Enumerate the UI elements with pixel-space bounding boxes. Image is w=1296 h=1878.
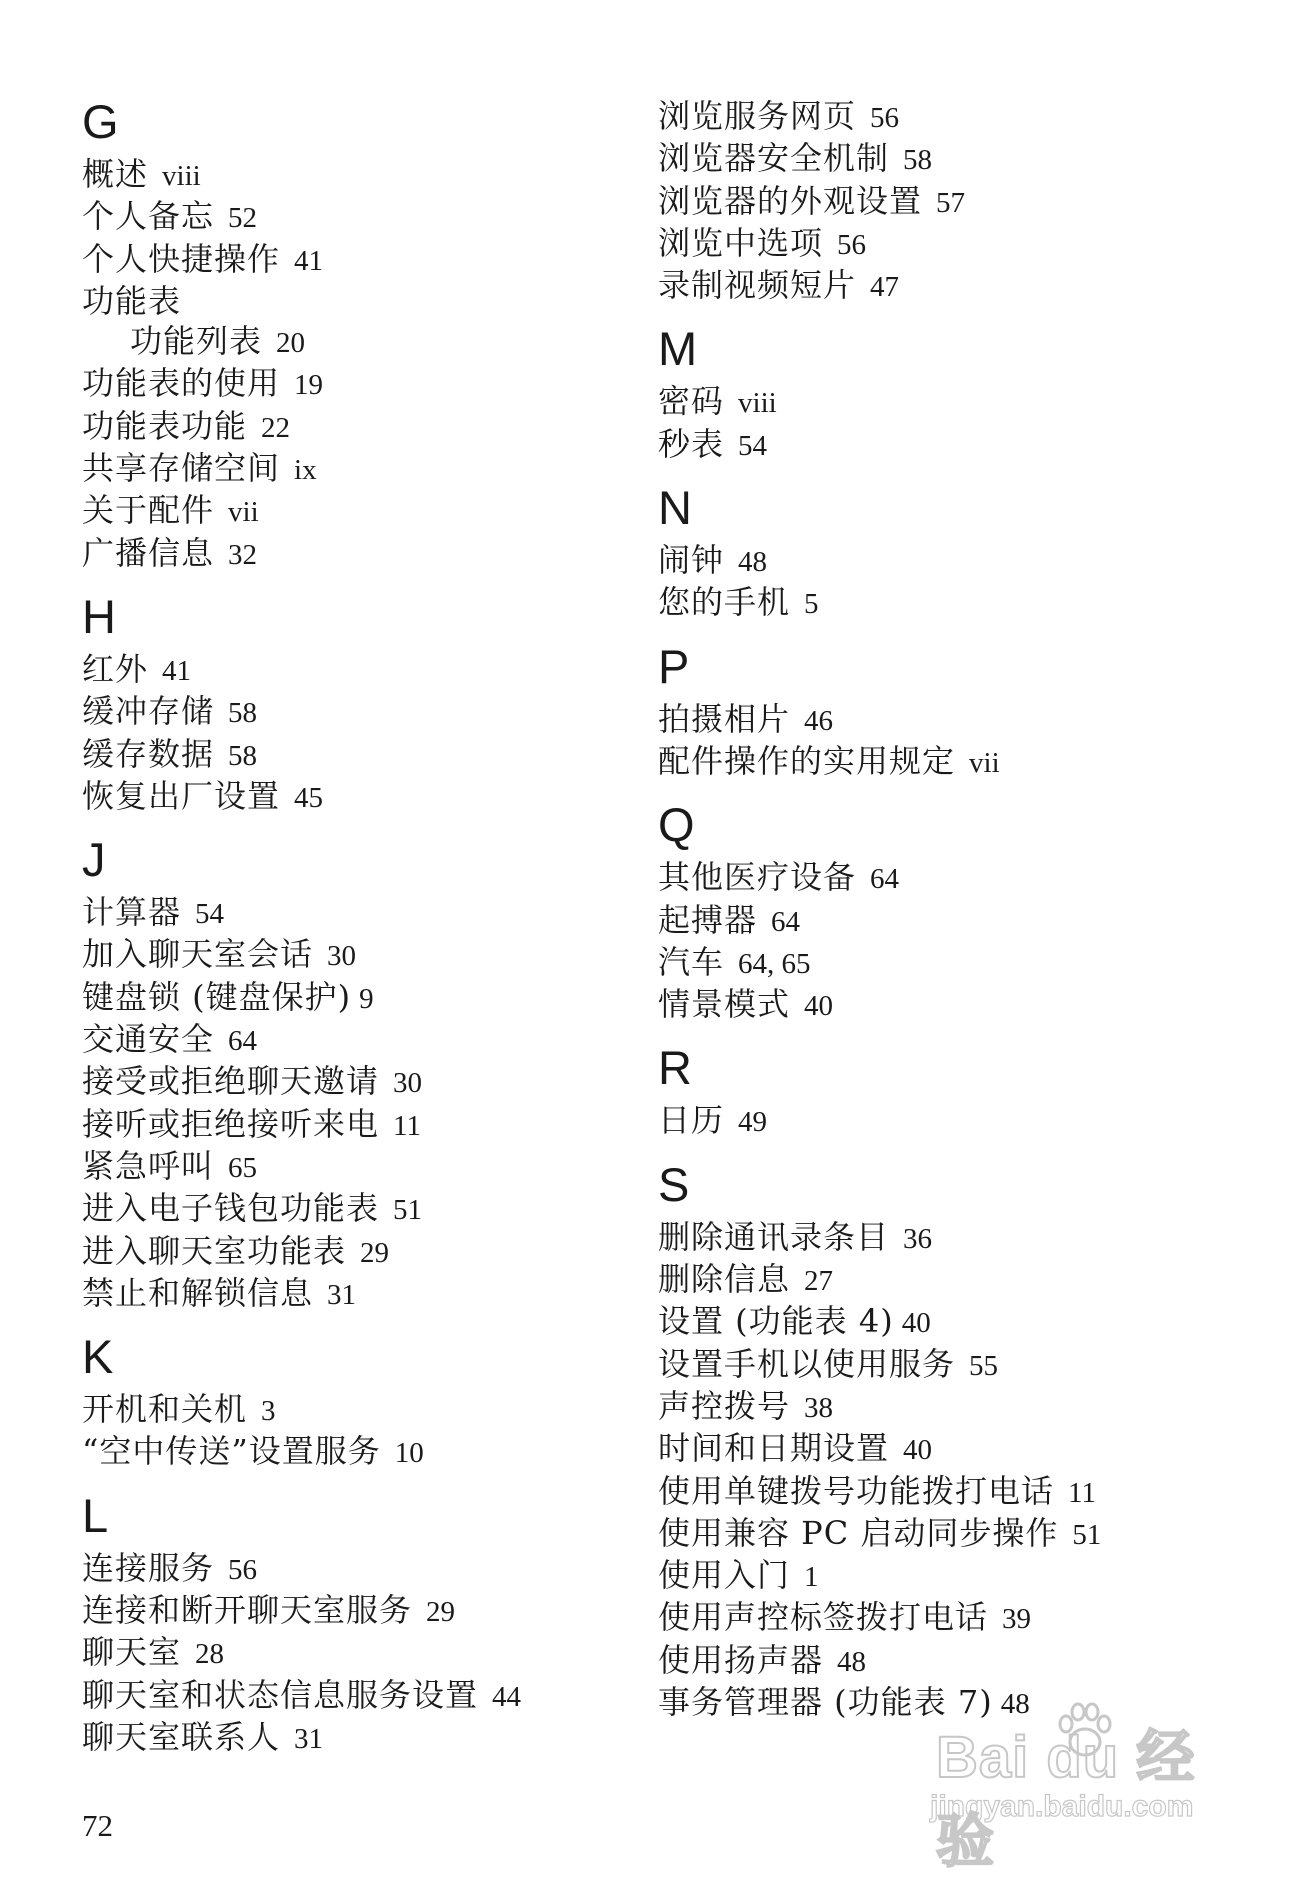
- entry-page-ref: 45: [294, 781, 324, 814]
- entry-term: 密码: [658, 382, 725, 421]
- entry-page-ref: 31: [294, 1722, 324, 1755]
- entry-term: 事务管理器 (功能表 7): [658, 1683, 993, 1722]
- index-entry: [82, 977, 642, 1019]
- entry-term: 广播信息: [82, 533, 215, 572]
- entry-term: 删除通讯录条目: [658, 1217, 890, 1256]
- index-entry: [658, 1100, 1258, 1142]
- section-letter: N: [658, 481, 692, 535]
- index-entry: [82, 691, 642, 733]
- entry-page-ref: 20: [276, 327, 306, 360]
- entry-page-ref: 41: [162, 654, 192, 687]
- index-entry: [82, 1389, 642, 1431]
- entry-page-ref: 30: [393, 1067, 423, 1100]
- entry-term: 进入电子钱包功能表: [82, 1189, 380, 1228]
- entry-term: 浏览中选项: [658, 223, 824, 262]
- index-entry: [82, 1632, 642, 1674]
- entry-term: 聊天室联系人: [82, 1717, 281, 1756]
- entry-page-ref: viii: [738, 387, 777, 420]
- entry-page-ref: 40: [903, 1434, 933, 1467]
- index-entry: [658, 540, 1258, 582]
- index-entry: [82, 1590, 642, 1632]
- entry-page-ref: 47: [870, 271, 900, 304]
- entry-page-ref: 11: [393, 1109, 421, 1142]
- index-section: [658, 96, 1258, 307]
- entry-page-ref: 55: [969, 1349, 999, 1382]
- index-column-right: [658, 96, 1258, 1740]
- index-entry: [82, 1273, 642, 1315]
- entry-page-ref: vii: [969, 746, 1000, 779]
- entry-term: 功能表功能: [82, 406, 248, 445]
- index-section: [658, 641, 1258, 784]
- index-entry: [658, 1428, 1258, 1470]
- entry-page-ref: 51: [393, 1194, 423, 1227]
- entry-term: 使用单键拨号功能拨打电话: [658, 1471, 1055, 1510]
- index-entry: [658, 223, 1258, 265]
- index-entry: [82, 1717, 642, 1759]
- entry-term: 缓存数据: [82, 734, 215, 773]
- entry-term: 缓冲存储: [82, 692, 215, 731]
- entry-term: 浏览器安全机制: [658, 139, 890, 178]
- entry-term: 浏览服务网页: [658, 97, 857, 135]
- entry-term: 聊天室: [82, 1633, 182, 1672]
- index-section: [658, 1159, 1258, 1725]
- entry-page-ref: 65: [228, 1151, 258, 1184]
- entry-page-ref: vii: [228, 496, 259, 529]
- section-letter: R: [658, 1041, 692, 1095]
- entry-term: 紧急呼叫: [82, 1146, 215, 1185]
- index-entry: [658, 265, 1258, 307]
- entry-page-ref: 44: [492, 1680, 522, 1713]
- entry-page-ref: 56: [837, 228, 867, 261]
- entry-term: 汽车: [658, 942, 725, 981]
- entry-term: 概述: [82, 155, 149, 193]
- entry-page-ref: 51: [1072, 1518, 1102, 1551]
- index-entry: [658, 900, 1258, 942]
- entry-term: “空中传送”设置服务: [82, 1432, 381, 1471]
- index-column-left: [82, 96, 642, 1775]
- entry-page-ref: 46: [804, 704, 834, 737]
- entry-term: 接受或拒绝聊天邀请: [82, 1062, 380, 1101]
- entry-term: 设置手机以使用服务: [658, 1344, 956, 1383]
- entry-term: 功能列表: [130, 322, 263, 361]
- index-entry: [82, 1061, 642, 1103]
- index-entry: [658, 741, 1258, 783]
- entry-page-ref: 64: [771, 905, 801, 938]
- index-entry: [658, 1386, 1258, 1428]
- entry-page-ref: 41: [294, 244, 324, 277]
- entry-term: 开机和关机: [82, 1390, 248, 1429]
- entry-term: 关于配件: [82, 491, 215, 530]
- entry-term: 个人快捷操作: [82, 239, 281, 278]
- entry-page-ref: 58: [228, 739, 258, 772]
- entry-page-ref: 39: [1002, 1603, 1032, 1636]
- entry-term: 使用入门: [658, 1556, 791, 1595]
- entry-term: 聊天室和状态信息服务设置: [82, 1675, 479, 1714]
- index-entry: [658, 181, 1258, 223]
- index-entry: [82, 321, 642, 363]
- entry-term: 接听或拒绝接听来电: [82, 1104, 380, 1143]
- entry-term: 闹钟: [658, 541, 725, 580]
- entry-page-ref: 29: [426, 1596, 456, 1629]
- index-section: [82, 834, 642, 1315]
- entry-term: 日历: [658, 1101, 725, 1140]
- page-number: 72: [82, 1808, 113, 1843]
- entry-page-ref: 40: [901, 1307, 931, 1340]
- entry-term: 设置 (功能表 4): [658, 1302, 894, 1341]
- index-entry: [658, 984, 1258, 1026]
- entry-page-ref: 36: [903, 1222, 933, 1255]
- entry-page-ref: 48: [738, 546, 768, 579]
- index-section: [82, 591, 642, 818]
- index-entry: [658, 96, 1258, 138]
- index-entry: [82, 490, 642, 532]
- entry-term: 起搏器: [658, 900, 758, 939]
- entry-term: 其他医疗设备: [658, 858, 857, 897]
- index-entry: [82, 448, 642, 490]
- entry-page-ref: 38: [804, 1391, 834, 1424]
- entry-term: 共享存储空间: [82, 449, 281, 488]
- entry-term: 个人备忘: [82, 197, 215, 236]
- index-section: [82, 1490, 642, 1759]
- index-entry: [82, 1188, 642, 1230]
- watermark-url: jingyan.baidu.com: [930, 1790, 1194, 1823]
- index-entry: [82, 1146, 642, 1188]
- entry-page-ref: 64: [228, 1025, 258, 1058]
- entry-page-ref: 32: [228, 538, 258, 571]
- index-section: [658, 1042, 1258, 1142]
- index-entry: [82, 239, 642, 281]
- index-entry: [658, 1301, 1258, 1343]
- index-entry: [658, 1259, 1258, 1301]
- index-entry: [658, 1217, 1258, 1259]
- section-letter: G: [82, 95, 119, 148]
- section-letter: L: [82, 1488, 109, 1542]
- index-entry: [82, 363, 642, 405]
- entry-page-ref: 40: [804, 990, 834, 1023]
- entry-term: 禁止和解锁信息: [82, 1273, 314, 1312]
- entry-term: 使用兼容 PC 启动同步操作: [658, 1513, 1059, 1552]
- index-entry: [82, 533, 642, 575]
- entry-page-ref: 58: [228, 697, 258, 730]
- entry-term: 恢复出厂设置: [82, 776, 281, 815]
- index-entry: [82, 1548, 642, 1590]
- entry-page-ref: 48: [837, 1645, 867, 1678]
- entry-term: 拍摄相片: [658, 699, 791, 738]
- index-entry: [658, 857, 1258, 899]
- entry-page-ref: 28: [195, 1638, 225, 1671]
- entry-term: 加入聊天室会话: [82, 935, 314, 974]
- index-entry: [82, 934, 642, 976]
- section-letter: H: [82, 589, 116, 643]
- entry-term: 计算器: [82, 893, 182, 932]
- entry-term: 进入聊天室功能表: [82, 1231, 347, 1270]
- entry-term: 秒表: [658, 424, 725, 463]
- index-entry: [658, 1640, 1258, 1682]
- index-entry: [658, 1344, 1258, 1386]
- entry-term: 您的手机: [658, 583, 791, 622]
- entry-page-ref: 48: [1000, 1688, 1030, 1721]
- entry-page-ref: 57: [936, 186, 966, 219]
- entry-page-ref: 30: [327, 940, 357, 973]
- index-entry: [82, 892, 642, 934]
- index-entry: [82, 776, 642, 818]
- entry-page-ref: 9: [359, 982, 374, 1015]
- index-entry: [658, 1471, 1258, 1513]
- index-section: [658, 482, 1258, 625]
- entry-page-ref: viii: [162, 160, 201, 192]
- index-entry: [658, 699, 1258, 741]
- index-entry: [82, 1231, 642, 1273]
- entry-term: 声控拨号: [658, 1386, 791, 1425]
- baidu-jingyan-watermark: [930, 1690, 1230, 1874]
- entry-term: 删除信息: [658, 1260, 791, 1299]
- index-entry: [658, 582, 1258, 624]
- entry-page-ref: 10: [394, 1437, 424, 1470]
- entry-term: 浏览器的外观设置: [658, 181, 923, 220]
- entry-page-ref: 5: [804, 588, 819, 621]
- entry-page-ref: 52: [228, 202, 258, 235]
- entry-page-ref: 54: [738, 429, 768, 462]
- index-entry: [82, 196, 642, 238]
- entry-page-ref: 22: [261, 411, 291, 444]
- index-entry: [658, 942, 1258, 984]
- index-entry: [658, 138, 1258, 180]
- entry-term: 时间和日期设置: [658, 1429, 890, 1468]
- index-entry: [82, 1104, 642, 1146]
- entry-page-ref: 64: [870, 863, 900, 896]
- index-entry: [82, 649, 642, 691]
- entry-page-ref: 58: [903, 144, 933, 177]
- entry-page-ref: 49: [738, 1106, 768, 1139]
- entry-page-ref: 31: [327, 1278, 357, 1311]
- entry-term: 使用扬声器: [658, 1640, 824, 1679]
- watermark-brand: Bai du 经验: [936, 1725, 1196, 1874]
- section-letter: S: [658, 1157, 690, 1211]
- entry-term: 配件操作的实用规定: [658, 741, 956, 780]
- entry-term: 录制视频短片: [658, 266, 857, 305]
- entry-term: 使用声控标签拨打电话: [658, 1598, 989, 1637]
- entry-page-ref: 11: [1068, 1476, 1096, 1509]
- entry-term: 功能表: [82, 281, 182, 320]
- entry-page-ref: 29: [360, 1236, 390, 1269]
- entry-term: 连接和断开聊天室服务: [82, 1591, 413, 1630]
- entry-term: 键盘锁 (键盘保护): [82, 977, 352, 1016]
- entry-page-ref: ix: [294, 454, 317, 487]
- index-section: [658, 323, 1258, 466]
- index-entry: [658, 1513, 1258, 1555]
- index-section: [658, 799, 1258, 1026]
- entry-page-ref: 56: [870, 102, 900, 134]
- entry-page-ref: 56: [228, 1553, 258, 1586]
- entry-term: 功能表的使用: [82, 364, 281, 403]
- index-entry: [82, 1019, 642, 1061]
- index-entry: [82, 1675, 642, 1717]
- index-entry: [658, 1597, 1258, 1639]
- index-entry: [658, 381, 1258, 423]
- section-letter: K: [82, 1330, 114, 1384]
- entry-term: 交通安全: [82, 1020, 215, 1059]
- index-entry: [82, 154, 642, 196]
- entry-page-ref: 54: [195, 898, 225, 931]
- index-section: [82, 1331, 642, 1474]
- entry-term: 连接服务: [82, 1548, 215, 1587]
- entry-page-ref: 3: [261, 1395, 276, 1428]
- index-entry: [658, 1555, 1258, 1597]
- entry-page-ref: 1: [804, 1561, 819, 1594]
- entry-page-ref: 64, 65: [738, 947, 811, 980]
- section-letter: P: [658, 639, 690, 693]
- entry-page-ref: 27: [804, 1265, 834, 1298]
- index-entry: [82, 281, 642, 321]
- section-letter: Q: [658, 798, 695, 852]
- index-entry: [658, 424, 1258, 466]
- section-letter: J: [82, 833, 106, 887]
- index-entry: [82, 406, 642, 448]
- index-entry: [82, 734, 642, 776]
- entry-page-ref: 19: [294, 369, 324, 402]
- entry-term: 红外: [82, 649, 149, 688]
- index-section: [82, 96, 642, 575]
- section-letter: M: [658, 322, 698, 376]
- entry-term: 情景模式: [658, 985, 791, 1024]
- index-entry: [82, 1431, 642, 1473]
